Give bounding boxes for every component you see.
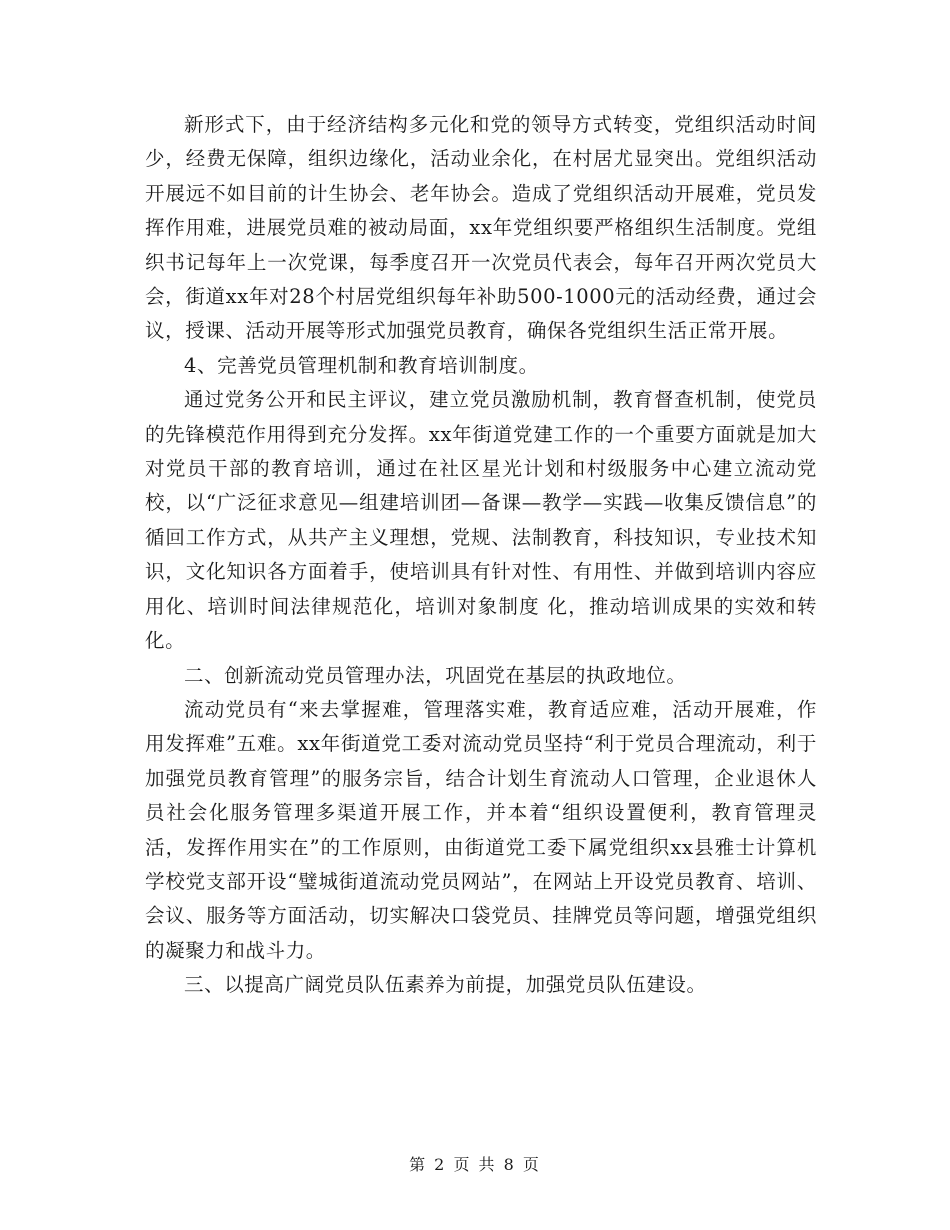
heading-management-mechanism: 4、完善党员管理机制和教育培训制度。 (184, 353, 539, 377)
document-body (145, 108, 817, 1003)
heading-section-two: 二、创新流动党员管理办法，巩固党在基层的执政地位。 (184, 663, 687, 687)
heading-section-three: 三、以提高广阔党员队伍素养为前提，加强党员队伍建设。 (184, 973, 707, 997)
paragraph-training: 通过党务公开和民主评议，建立党员激励机制，教育督查机制，使党员的先锋模范作用得到充分发挥。xx年街道党建工作的一个重要方面就是加大对党员干部的教育培训，通过在社区星光计划和村级服务中心建立流动党校，以“广泛征求意见—组建培训团—备课—教学—实践—收集反馈信息”的循回工作方式，从共产主义理想，党规、法制教育，科技知识，专业技术知识，文化知识各方面着手，使培训具有针对性、有用性、并做到培训内容应用化、培训时间法律规范化，培训对象制度 化，推动培训成果的实效和转化。 (145, 388, 817, 653)
paragraph-mobile-members: 流动党员有“来去掌握难，管理落实难，教育适应难，活动开展难，作用发挥难”五难。xx年街道党工委对流动党员坚持“利于党员合理流动，利于加强党员教育管理”的服务宗旨，结合计划生育流动人口管理，企业退休人员社会化服务管理多渠道开展工作，并本着“组织设置便利，教育管理灵活，发挥作用实在”的工作原则，由街道党工委下属党组织xx县雅士计算机学校党支部开设“璧城街道流动党员网站”，在网站上开设党员教育、培训、会议、服务等方面活动，切实解决口袋党员、挂牌党员等问题，增强党组织的凝聚力和战斗力。 (145, 697, 817, 962)
page-number-footer: 第 2 页 共 8 页 (409, 1155, 541, 1174)
paragraph-activity-funding: 新形式下，由于经济结构多元化和党的领导方式转变，党组织活动时间少，经费无保障，组织边缘化，活动业余化，在村居尤显突出。党组织活动开展远不如目前的计生协会、老年协会。造成了党组织活动开展难，党员发挥作用难，进展党员难的被动局面，xx年党组织要严格组织生活制度。党组织书记每年上一次党课，每季度召开一次党员代表会，每年召开两次党员大会，街道xx年对28个村居党组织每年补助500-1000元的活动经费，通过会议，授课、活动开展等形式加强党员教育，确保各党组织生活正常开展。 (145, 113, 817, 343)
